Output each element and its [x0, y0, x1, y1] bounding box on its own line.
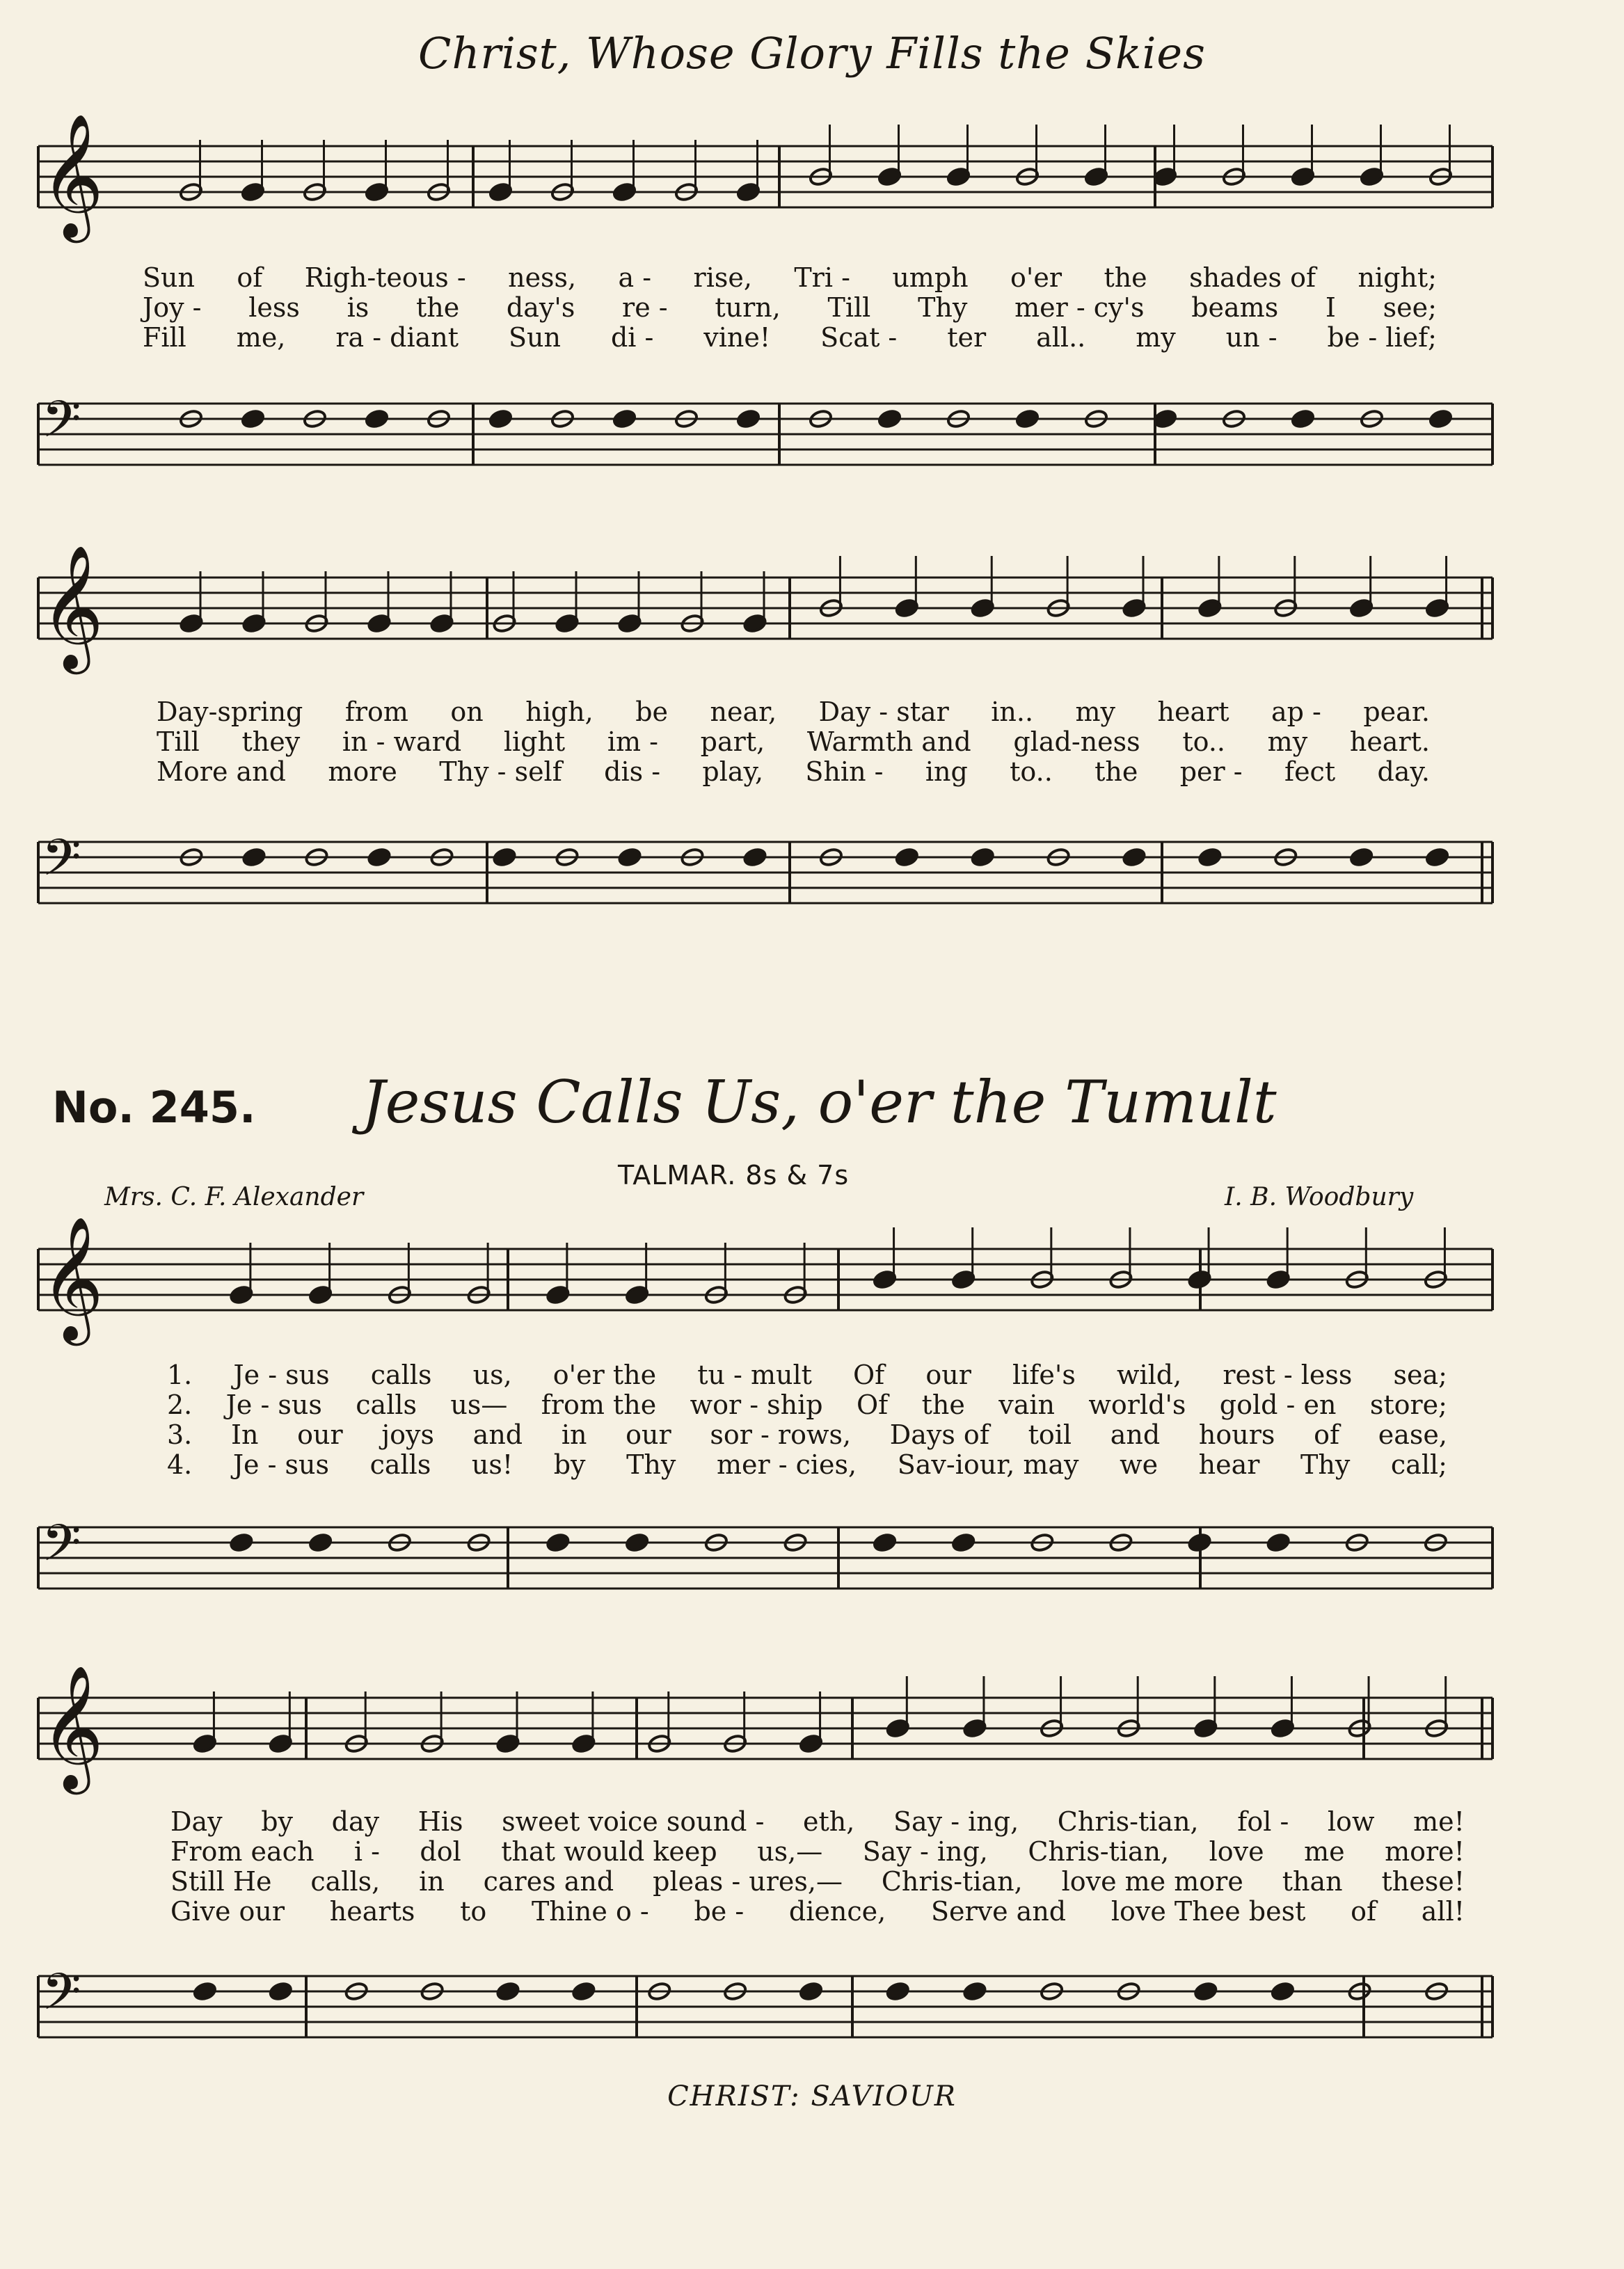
bass-note [488, 408, 513, 429]
lyric-syllable: call; [1390, 1449, 1447, 1480]
bass-note [971, 847, 995, 867]
lyric-syllable: Day [170, 1806, 223, 1837]
lyric-syllable: 2. [167, 1390, 193, 1420]
bass-note [546, 1532, 570, 1552]
bass-note [1266, 1532, 1291, 1552]
lyric-syllable: wild, [1116, 1360, 1182, 1390]
lyric-syllable: play, [702, 756, 764, 787]
lyric-syllable: ter [947, 322, 987, 353]
lyric-syllable: mer - cy's [1014, 292, 1145, 323]
lyric-syllable: life's [1012, 1360, 1076, 1390]
lyric-syllable: Day-spring [157, 696, 303, 727]
lyric-syllable: o'er the [552, 1360, 657, 1390]
lyric-syllable: me! [1413, 1806, 1465, 1837]
lyric-syllable: day. [1377, 756, 1430, 787]
lyric-syllable: hear [1198, 1449, 1260, 1480]
lyric-syllable: world's [1088, 1390, 1186, 1420]
top-hymn-title: Christ, Whose Glory Fills the Skies [418, 28, 1206, 79]
lyric-syllable: calls [369, 1449, 431, 1480]
lyric-syllable: 1. [167, 1360, 193, 1390]
lyric-syllable: dol [420, 1836, 461, 1867]
page-footer: CHRIST: SAVIOUR [667, 2080, 957, 2112]
lyric-syllable: Of [853, 1360, 885, 1390]
lyric-syllable: More and [157, 756, 286, 787]
hymn-lyrics-system-2 [170, 1807, 1465, 1927]
lyric-syllable: dience, [788, 1896, 886, 1927]
lyric-syllable: by [261, 1806, 294, 1837]
lyric-syllable: I [1325, 292, 1336, 323]
lyric-syllable: of [1351, 1896, 1377, 1927]
lyric-syllable: night; [1358, 262, 1437, 293]
treble-clef: 𝄞 [40, 544, 104, 669]
lyric-syllable: the [1104, 262, 1147, 293]
lyric-syllable: rise, [693, 262, 752, 293]
lyric-syllable: Chris-tian, [1028, 1836, 1170, 1867]
lyric-syllable: Of [857, 1390, 889, 1420]
lyric-syllable: us— [450, 1390, 508, 1420]
lyric-syllable: Chris-tian, [1057, 1806, 1199, 1837]
lyric-line [157, 697, 1430, 727]
lyric-line [157, 727, 1430, 757]
lyric-line [143, 293, 1437, 323]
lyric-syllable: re - [622, 292, 668, 323]
lyric-syllable: and [1110, 1419, 1161, 1450]
lyric-syllable: rest - less [1223, 1360, 1353, 1390]
lyric-syllable: joys [381, 1419, 434, 1450]
bass-note [1153, 408, 1177, 429]
lyric-syllable: shades of [1189, 262, 1316, 293]
lyric-syllable: Righ-teous - [304, 262, 466, 293]
lyric-syllable: love me more [1061, 1866, 1243, 1897]
lyric-syllable: me [1304, 1836, 1345, 1867]
lyric-syllable: per - [1179, 756, 1243, 787]
bass-note [1271, 1981, 1295, 2001]
bass-note [1015, 408, 1040, 429]
lyric-syllable: part, [700, 726, 765, 757]
bass-note [1193, 1981, 1218, 2001]
lyric-syllable: Sav-iour, may [897, 1449, 1079, 1480]
bass-note [951, 1532, 976, 1552]
bass-note [241, 408, 265, 429]
lyric-syllable: the [415, 292, 460, 323]
lyric-syllable: beams [1191, 292, 1279, 323]
lyric-line [143, 263, 1437, 293]
lyric-syllable: me, [236, 322, 286, 353]
lyric-syllable: Je - sus [232, 1449, 330, 1480]
lyric-syllable: they [241, 726, 301, 757]
lyric-syllable: Sun [143, 262, 195, 293]
bass-note [241, 847, 266, 867]
lyric-syllable: calls [356, 1390, 417, 1420]
bass-note [617, 847, 642, 867]
lyric-syllable: heart [1157, 696, 1229, 727]
lyric-syllable: Je - sus [225, 1390, 322, 1420]
lyric-syllable: sor - rows, [710, 1419, 852, 1450]
bass-clef: 𝄢 [42, 827, 81, 900]
lyric-syllable: be - [694, 1896, 745, 1927]
lyric-syllable: love Thee best [1110, 1896, 1306, 1927]
lyric-syllable: ra - diant [335, 322, 459, 353]
lyric-syllable: Warmth and [806, 726, 971, 757]
lyric-syllable: day's [506, 292, 575, 323]
hymn-number: No. 245. [52, 1082, 256, 1133]
lyric-syllable: Say - ing, [893, 1806, 1019, 1837]
lyric-syllable: i - [353, 1836, 380, 1867]
bass-note [1349, 847, 1374, 867]
lyric-syllable: hours [1198, 1419, 1275, 1450]
bass-note [495, 1981, 520, 2001]
lyric-line [157, 757, 1430, 787]
lyric-line [143, 323, 1437, 353]
lyric-syllable: our [626, 1419, 671, 1450]
lyric-syllable: to [460, 1896, 487, 1927]
lyric-syllable: tu - mult [697, 1360, 812, 1390]
lyric-syllable: un - [1225, 322, 1277, 353]
bass-note [742, 847, 767, 867]
lyric-line [167, 1360, 1447, 1390]
lyric-syllable: Joy - [143, 292, 202, 323]
lyric-line [167, 1420, 1447, 1450]
lyric-syllable: im - [607, 726, 658, 757]
lyric-syllable: pear. [1363, 696, 1430, 727]
lyric-syllable: these! [1381, 1866, 1465, 1897]
lyric-line [170, 1807, 1465, 1837]
author: Mrs. C. F. Alexander [104, 1183, 364, 1211]
bass-note [269, 1981, 293, 2001]
lyric-syllable: be - lief; [1327, 322, 1437, 353]
lyric-syllable: wor - ship [690, 1390, 823, 1420]
lyric-line [170, 1897, 1465, 1927]
lyric-syllable: my [1136, 322, 1176, 353]
lyric-syllable: Sun [509, 322, 561, 353]
lyric-syllable: in - ward [342, 726, 462, 757]
bass-note [571, 1981, 596, 2001]
lyric-syllable: in [419, 1866, 445, 1897]
bass-clef: 𝄢 [42, 1961, 81, 2034]
lyric-syllable: His [417, 1806, 463, 1837]
lyric-syllable: all.. [1036, 322, 1086, 353]
lyric-syllable: heart. [1349, 726, 1430, 757]
lyric-syllable: Thine o - [531, 1896, 649, 1927]
lyric-syllable: Give our [170, 1896, 285, 1927]
bass-note [308, 1532, 333, 1552]
lyric-syllable: all! [1421, 1896, 1465, 1927]
bass-note [799, 1981, 823, 2001]
lyric-syllable: us,— [757, 1836, 823, 1867]
lyric-syllable: o'er [1010, 262, 1062, 293]
lyric-syllable: that would keep [501, 1836, 717, 1867]
lyric-syllable: Day - star [818, 696, 949, 727]
lyric-syllable: Till [157, 726, 200, 757]
lyric-syllable: Till [827, 292, 871, 323]
lyric-syllable: Still He [170, 1866, 272, 1897]
lyric-syllable: in.. [991, 696, 1034, 727]
lyric-line [167, 1390, 1447, 1420]
lyric-line [167, 1450, 1447, 1480]
bass-note [193, 1981, 217, 2001]
lyric-syllable: my [1267, 726, 1308, 757]
lyric-syllable: from the [541, 1390, 657, 1420]
bass-note [962, 1981, 987, 2001]
tune-name: TALMAR. 8s & 7s [618, 1160, 850, 1191]
lyric-syllable: Say - ing, [862, 1836, 988, 1867]
lyric-syllable: store; [1369, 1390, 1447, 1420]
lyric-syllable: love [1209, 1836, 1264, 1867]
lyric-line [170, 1837, 1465, 1867]
lyric-syllable: near, [710, 696, 777, 727]
lyric-syllable: vain [998, 1390, 1056, 1420]
lyric-syllable: cares and [483, 1866, 614, 1897]
treble-clef: 𝄞 [40, 1216, 104, 1341]
lyric-syllable: ing [925, 756, 968, 787]
lyric-syllable: calls [370, 1360, 432, 1390]
lyric-syllable: to.. [1010, 756, 1053, 787]
lyric-syllable: gold - en [1219, 1390, 1337, 1420]
bass-note [1122, 847, 1146, 867]
bass-note [229, 1532, 253, 1552]
lyric-syllable: to.. [1182, 726, 1225, 757]
lyric-syllable: and [472, 1419, 523, 1450]
lyric-syllable: hearts [329, 1896, 415, 1927]
lyric-syllable: day [331, 1806, 380, 1837]
bass-note [1197, 847, 1222, 867]
lyric-syllable: In [230, 1419, 259, 1450]
lyric-syllable: fol - [1237, 1806, 1289, 1837]
lyric-syllable: 3. [167, 1419, 193, 1450]
bass-note [886, 1981, 910, 2001]
composer: I. B. Woodbury [1225, 1183, 1414, 1211]
lyric-syllable: Chris-tian, [881, 1866, 1023, 1897]
bass-note [612, 408, 637, 429]
lyric-syllable: in [561, 1419, 587, 1450]
lyric-syllable: fect [1284, 756, 1336, 787]
lyric-syllable: is [347, 292, 369, 323]
lyric-syllable: Scat - [820, 322, 898, 353]
lyric-syllable: less [248, 292, 300, 323]
lyric-line [170, 1867, 1465, 1897]
lyric-syllable: we [1120, 1449, 1159, 1480]
lyric-syllable: turn, [715, 292, 781, 323]
lyric-syllable: us! [471, 1449, 514, 1480]
lyric-syllable: dis - [604, 756, 661, 787]
bass-note [1188, 1532, 1212, 1552]
lyric-syllable: a - [618, 262, 652, 293]
bass-note [736, 408, 761, 429]
lyric-syllable: Tri - [794, 262, 850, 293]
lyric-syllable: us, [472, 1360, 512, 1390]
bass-note [625, 1532, 649, 1552]
lyric-syllable: Fill [143, 322, 186, 353]
lyric-syllable: see; [1383, 292, 1437, 323]
lyric-syllable: toil [1028, 1419, 1072, 1450]
lyric-syllable: sweet voice sound - [502, 1806, 765, 1837]
bass-note [367, 847, 391, 867]
bass-note [1425, 847, 1449, 867]
lyric-syllable: glad-ness [1013, 726, 1140, 757]
hymn-lyrics-system-1 [167, 1360, 1447, 1480]
bass-note [895, 847, 919, 867]
lyric-syllable: pleas - ures,— [653, 1866, 843, 1897]
lyric-syllable: Thy - self [439, 756, 562, 787]
top-hymn-lyrics-system-2 [157, 697, 1430, 787]
lyric-syllable: from [344, 696, 408, 727]
hymn-title: Jesus Calls Us, o'er the Tumult [362, 1068, 1277, 1136]
lyric-syllable: vine! [703, 322, 771, 353]
lyric-syllable: Je - sus [233, 1360, 330, 1390]
bass-note [492, 847, 516, 867]
lyric-syllable: the [1094, 756, 1138, 787]
lyric-syllable: low [1327, 1806, 1375, 1837]
lyric-syllable: of [237, 262, 263, 293]
lyric-syllable: Serve and [930, 1896, 1067, 1927]
lyric-syllable: From each [170, 1836, 315, 1867]
lyric-syllable: ap - [1271, 696, 1321, 727]
lyric-syllable: our [925, 1360, 971, 1390]
bass-note [877, 408, 902, 429]
lyric-syllable: high, [525, 696, 594, 727]
lyric-syllable: mer - cies, [716, 1449, 857, 1480]
lyric-syllable: more [328, 756, 397, 787]
lyric-syllable: light [503, 726, 566, 757]
lyric-syllable: the [921, 1390, 965, 1420]
lyric-syllable: Thy [1300, 1449, 1351, 1480]
bass-note [1291, 408, 1315, 429]
top-hymn-lyrics-system-1 [143, 263, 1437, 353]
lyric-syllable: sea; [1393, 1360, 1447, 1390]
bass-note [873, 1532, 897, 1552]
lyric-syllable: eth, [803, 1806, 855, 1837]
lyric-syllable: my [1075, 696, 1116, 727]
treble-clef: 𝄞 [40, 1664, 104, 1790]
lyric-syllable: ease, [1378, 1419, 1447, 1450]
bass-clef: 𝄢 [42, 389, 81, 461]
lyric-syllable: be [635, 696, 669, 727]
lyric-syllable: Shin - [805, 756, 884, 787]
lyric-syllable: by [553, 1449, 586, 1480]
lyric-syllable: more! [1385, 1836, 1465, 1867]
lyric-syllable: Thy [626, 1449, 676, 1480]
lyric-syllable: ness, [508, 262, 577, 293]
lyric-syllable: our [297, 1419, 343, 1450]
bass-clef: 𝄢 [42, 1513, 81, 1585]
bass-note [1428, 408, 1453, 429]
lyric-syllable: di - [610, 322, 654, 353]
lyric-syllable: Thy [918, 292, 968, 323]
lyric-syllable: umph [892, 262, 969, 293]
lyric-syllable: calls, [310, 1866, 381, 1897]
treble-clef: 𝄞 [40, 113, 104, 238]
lyric-syllable: 4. [167, 1449, 193, 1480]
bass-note [365, 408, 389, 429]
lyric-syllable: on [450, 696, 484, 727]
lyric-syllable: than [1282, 1866, 1343, 1897]
lyric-syllable: Days of [889, 1419, 989, 1450]
lyric-syllable: of [1314, 1419, 1340, 1450]
